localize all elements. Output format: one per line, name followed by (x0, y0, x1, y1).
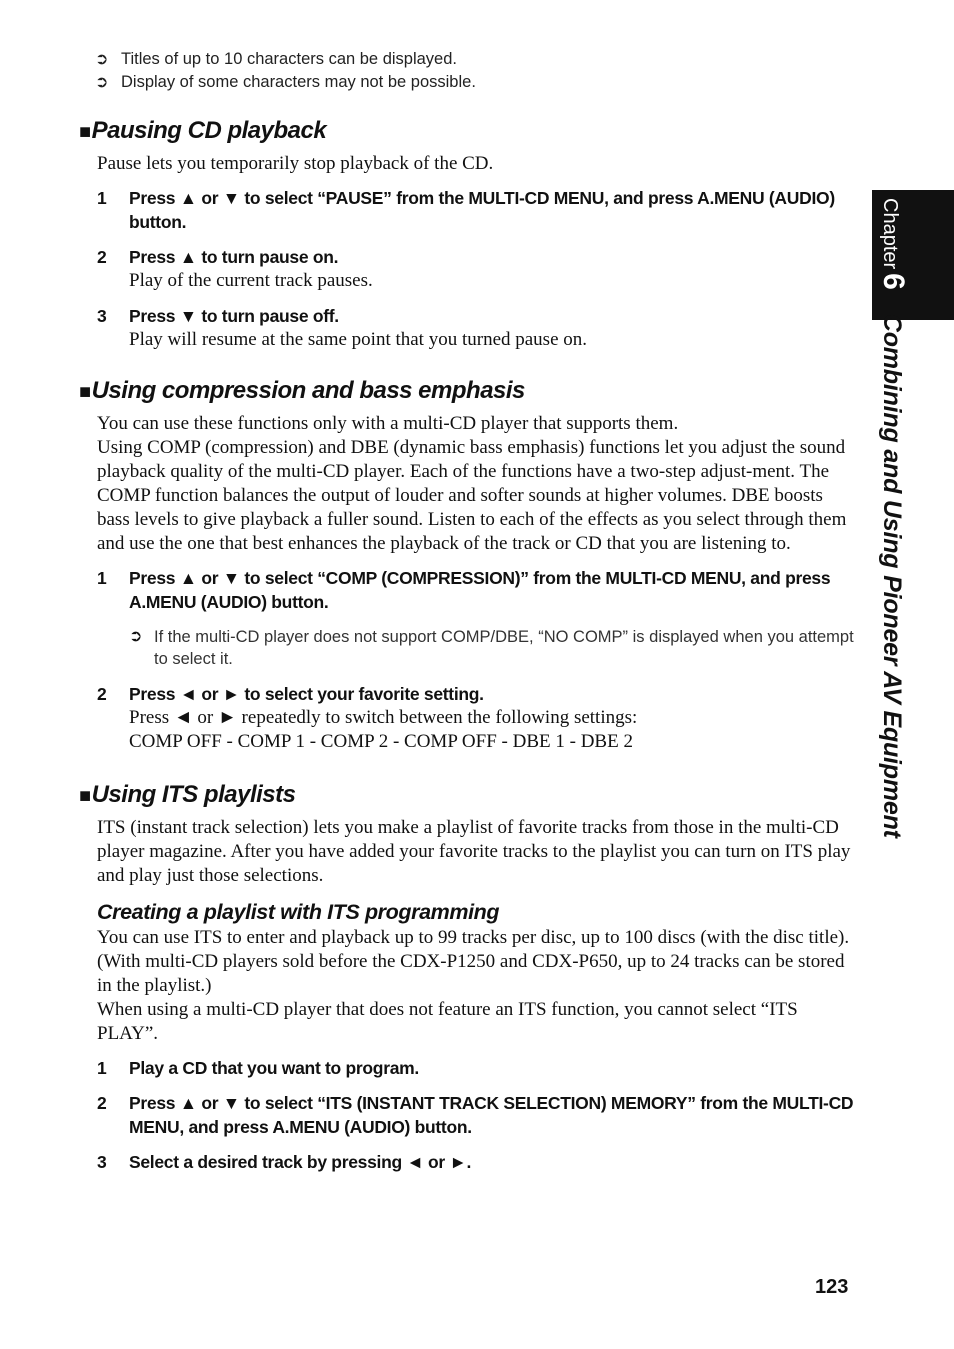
chapter-label: Chapter (879, 198, 901, 270)
step-text: Play a CD that you want to program. (129, 1058, 419, 1078)
note-arrow-icon: ➲ (95, 74, 109, 91)
square-bullet-icon: ■ (79, 121, 91, 143)
note-text: Titles of up to 10 characters can be displayed. (121, 50, 457, 68)
step-text: Select a desired track by pressing ◄ or ►. (129, 1152, 472, 1172)
step-number: 2 (97, 1093, 107, 1113)
step (97, 682, 857, 706)
step-text: Press ▲ or ▼ to select “PAUSE” from the MULTI-CD MENU, and press A.MENU (AUDIO) button. (129, 188, 835, 232)
step-number: 1 (97, 1058, 107, 1078)
step-text: Press ▲ or ▼ to select “COMP (COMPRESSION)” from the MULTI-CD MENU, and press A.MENU (AUDIO) button. (129, 568, 831, 612)
step-text: Press ▼ to turn pause off. (129, 306, 339, 326)
note (95, 48, 857, 71)
page-content (79, 48, 857, 1174)
step-number: 2 (97, 684, 107, 704)
section-heading-its (79, 780, 857, 811)
sub-heading: Creating a playlist with ITS programming (97, 900, 500, 924)
square-bullet-icon: ■ (79, 381, 91, 403)
step-detail: Play of the current track pauses. (129, 270, 373, 291)
heading-text: Using ITS playlists (91, 781, 296, 808)
step-text: Press ◄ or ► to select your favorite setting. (129, 684, 484, 704)
step-detail: COMP OFF - COMP 1 - COMP 2 - COMP OFF - DBE 1 - DBE 2 (129, 731, 633, 752)
square-bullet-icon: ■ (79, 785, 91, 807)
step (97, 1150, 857, 1174)
section-heading-pausing (79, 116, 857, 147)
note (95, 71, 857, 94)
step-text: Press ▲ to turn pause on. (129, 247, 339, 267)
page-number: 123 (815, 1276, 849, 1298)
paragraph: Using COMP (compression) and DBE (dynamic bass emphasis) functions let you adjust the sound playback quality of the multi-CD player. Each of the functions have a two-step adjust-ment. The COMP function balances the output of louder and softer sounds at higher volumes. DBE boosts bass levels to give playback a fuller sound. Listen to each of the effects as you select through them and use the one that best enhances the playback of the track or CD that you are listening to. (97, 437, 847, 554)
note-arrow-icon: ➲ (95, 51, 109, 68)
note-arrow-icon: ➲ (129, 628, 143, 645)
chapter-tab-text (876, 198, 910, 838)
step-detail: Press ◄ or ► repeatedly to switch between the following settings: (129, 707, 638, 728)
paragraph: Pause lets you temporarily stop playback of the CD. (97, 153, 494, 174)
step-number: 3 (97, 1152, 107, 1172)
step-number: 3 (97, 306, 107, 326)
section-heading-compression (79, 376, 857, 407)
step (97, 186, 857, 234)
paragraph: You can use these functions only with a multi-CD player that supports them. (97, 413, 679, 434)
step-detail: Play will resume at the same point that you turned pause on. (129, 329, 588, 350)
step-note (129, 626, 857, 670)
note-text: If the multi-CD player does not support COMP/DBE, “NO COMP” is displayed when you attempt to select it. (154, 628, 854, 668)
step-number: 1 (97, 188, 107, 208)
paragraph: When using a multi-CD player that does not feature an ITS function, you cannot select “ITS PLAY”. (97, 999, 798, 1044)
heading-text: Pausing CD playback (91, 117, 327, 144)
step-text: Press ▲ or ▼ to select “ITS (INSTANT TRACK SELECTION) MEMORY” from the MULTI-CD MENU, and press A.MENU (AUDIO) button. (129, 1093, 854, 1137)
step (97, 304, 857, 328)
chapter-number: 6 (877, 273, 910, 290)
step-number: 1 (97, 568, 107, 588)
step-number: 2 (97, 247, 107, 267)
note-text: Display of some characters may not be possible. (121, 73, 476, 91)
paragraph: ITS (instant track selection) lets you make a playlist of favorite tracks from those in the multi-CD player magazine. After you have added your favorite tracks to the playlist you can turn on ITS play and play just those selections. (97, 817, 851, 886)
heading-text: Using compression and bass emphasis (91, 377, 525, 404)
chapter-title: Combining and Using Pioneer AV Equipment (878, 313, 906, 838)
step (97, 1056, 857, 1080)
step (97, 245, 857, 269)
step (97, 1091, 857, 1139)
paragraph: You can use ITS to enter and playback up to 99 tracks per disc, up to 100 discs (with the disc title). (With multi-CD players sold before the CDX-P1250 and CDX-P650, up to 24 tracks can be stored in the playlist.) (97, 927, 850, 996)
step (97, 566, 857, 614)
